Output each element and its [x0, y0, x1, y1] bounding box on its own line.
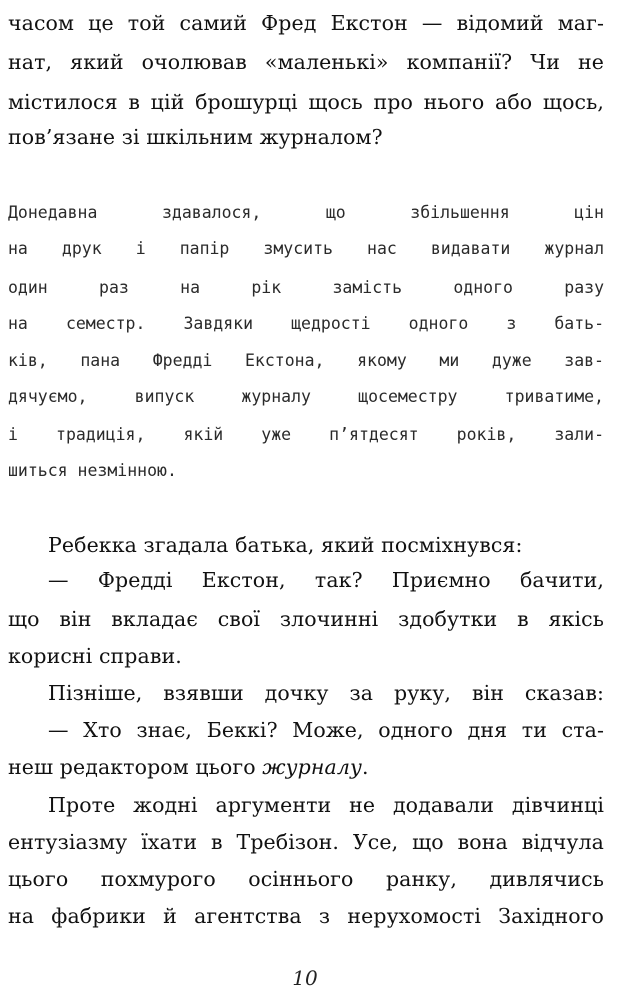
text-line: корисні справи. [8, 644, 182, 668]
quote-line: на друк і папір змусить нас видавати журнал [8, 239, 604, 258]
text-segment: неш редактором цього [8, 755, 263, 779]
text-line: Проте жодні аргументи не додавали дівчинці [48, 793, 604, 817]
text-line [8, 757, 604, 778]
text-line: що він вкладає свої злочинні здобутки в якісь [8, 607, 604, 631]
italic-word: журналу [262, 755, 362, 779]
quote-line: шиться незмінною. [8, 461, 177, 480]
text-line: часом це той самий Фред Екстон — відомий маг- [8, 11, 604, 35]
quote-line: ків, пана Фредді Екстона, якому ми дуже зав- [8, 351, 604, 370]
dialogue-line: — Фредді Екстон, так? Приємно бачити, [48, 568, 604, 592]
dialogue-line: — Хто знає, Беккі? Може, одного дня ти ста- [48, 718, 604, 742]
text-line: пов’язане зі шкільним журналом? [8, 125, 383, 149]
quote-line: один раз на рік замість одного разу [8, 278, 604, 297]
text-line: Ребекка згадала батька, який посміхнувся: [48, 533, 523, 557]
quote-line: на семестр. Завдяки щедрості одного з бать- [8, 314, 604, 333]
text-line: цього похмурого осіннього ранку, дивлячись [8, 867, 604, 891]
text-line: ентузіазму їхати в Требізон. Усе, що вона відчула [8, 830, 604, 854]
page-number: 10 [292, 966, 318, 990]
text-segment: . [361, 755, 369, 779]
quote-line: Донедавна здавалося, що збільшення цін [8, 203, 604, 222]
text-line: нат, який очолював «маленькі» компанії? Чи не [8, 50, 604, 74]
text-line: Пізніше, взявши дочку за руку, він сказав: [48, 681, 604, 705]
quote-line: і традиція, якій уже п’ятдесят років, зали- [8, 425, 604, 444]
quote-line: дячуємо, випуск журналу щосеместру триватиме, [8, 387, 604, 406]
text-line: містилося в цій брошурці щось про нього або щось, [8, 90, 604, 114]
text-line: на фабрики й агентства з нерухомості Західного [8, 904, 604, 928]
